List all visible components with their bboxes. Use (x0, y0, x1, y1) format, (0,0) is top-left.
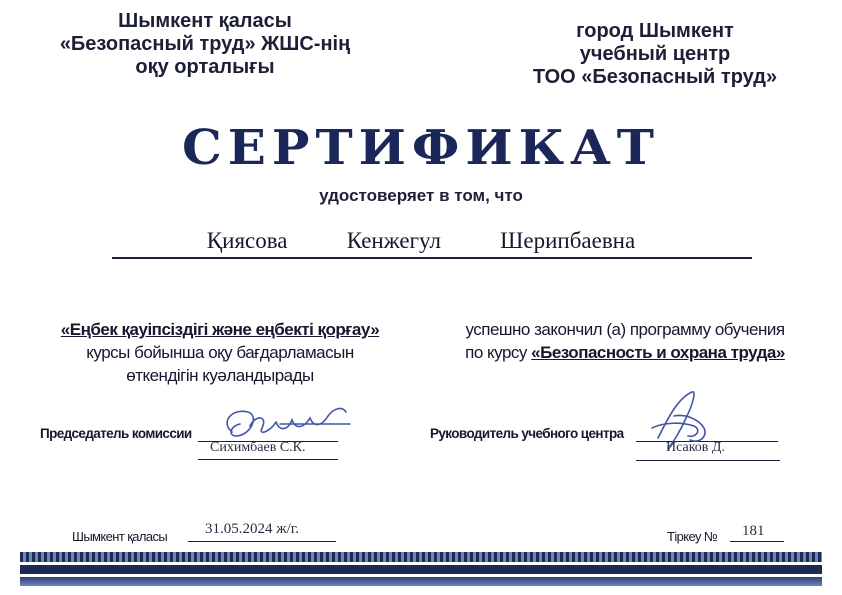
certificate-title: СЕРТИФИКАТ (181, 119, 661, 176)
chair-name: Сихимбаев С.К. (210, 440, 306, 455)
reg-number: 181 (742, 523, 765, 539)
person-name: Қиясова Кенжегул Шерипбаевна (206, 228, 636, 253)
chair-label: Председатель комиссии (40, 426, 192, 441)
head-name: Исаков Д. (666, 440, 725, 455)
course-kz-line-3: өткендігін куәландырады (126, 366, 314, 385)
header-right-line-2: учебный центр (579, 43, 731, 65)
head-name-line (636, 460, 780, 461)
course-ru-line-2 (430, 341, 820, 364)
border-band-bottom (20, 577, 822, 586)
course-ru-line-1: успешно закончил (а) программу обучения (465, 320, 785, 339)
name-underline (112, 257, 752, 259)
header-left-line-2: «Безопасный труд» ЖШС-нің (59, 33, 351, 55)
course-ru (430, 318, 820, 364)
head-label: Руководитель учебного центра (430, 426, 624, 441)
border-band-top (20, 552, 822, 562)
city-label: Шымкент қаласы (72, 529, 168, 544)
course-ru-prefix: по курсу (465, 343, 527, 362)
course-kz-line-2: курсы бойынша оқу бағдарламасын (86, 343, 354, 362)
header-right-line-3: ТОО «Безопасный труд» (532, 66, 778, 88)
date-line (188, 541, 336, 542)
header-left-line-3: оқу орталығы (135, 56, 275, 78)
reg-label: Тіркеу № (667, 529, 718, 544)
certifies-text: удостоверяет в том, что (319, 186, 523, 205)
course-ru-title: «Безопасность и охрана труда» (531, 343, 785, 362)
course-kz (40, 318, 400, 387)
course-kz-line-1 (40, 318, 400, 341)
border-band-middle (20, 565, 822, 574)
issue-date: 31.05.2024 ж/г. (205, 521, 299, 537)
header-right-line-1: город Шымкент (576, 20, 734, 42)
course-kz-title: «Еңбек қауіпсіздігі және еңбекті қорғау» (60, 320, 380, 339)
chair-name-line (198, 459, 338, 460)
reg-line (730, 541, 784, 542)
header-left (55, 10, 355, 79)
header-left-line-1: Шымкент қаласы (118, 10, 292, 32)
header-right (505, 20, 805, 89)
